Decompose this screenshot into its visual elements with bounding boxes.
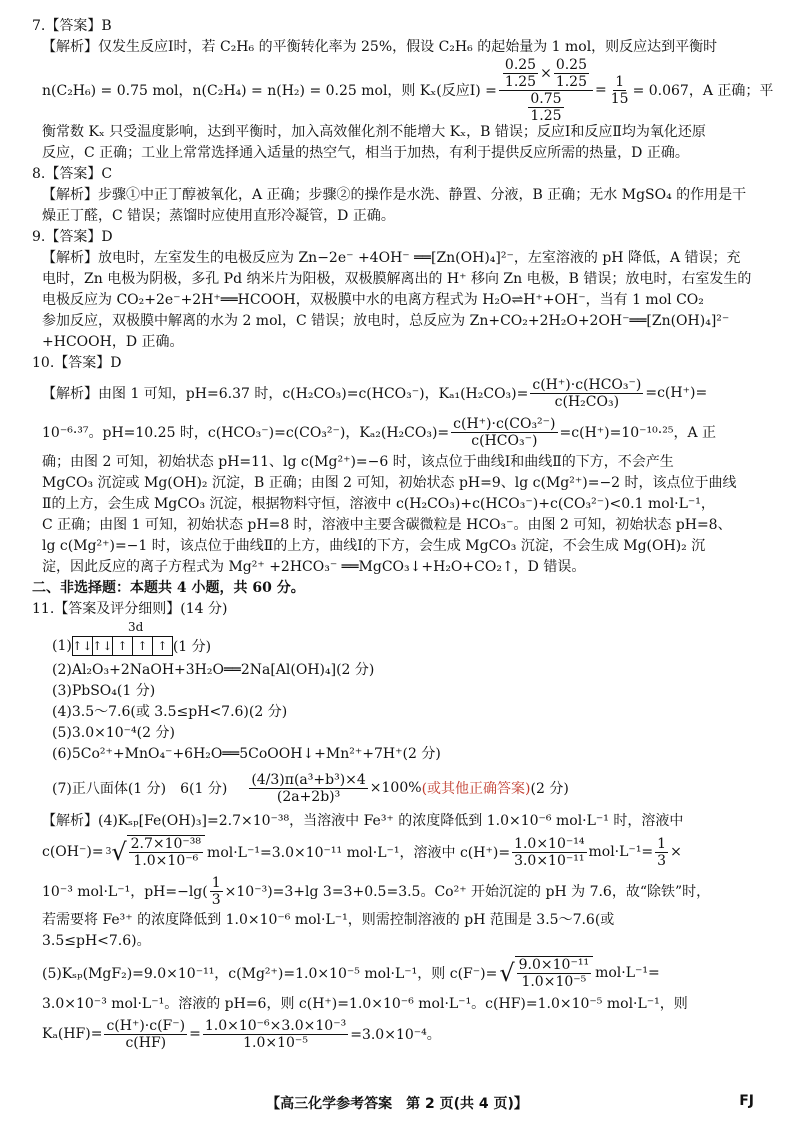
q9-explain-4: 参加反应，双极膜中解离的水为 2 mol，C 错误；放电时，总反应为 Zn+CO₂+2H₂O+2OH⁻══[Zn(OH)₄]²⁻ (42, 313, 730, 329)
q11-explain-3: 10⁻³ mol·L⁻¹，pH=−lg( $\frac{1}{3}$ ×10⁻³)=3+lg 3=3+0.5=3.5。Co²⁺ 开始沉淀的 pH 为 7.6，故“除铁”时， (42, 874, 711, 908)
q11-part-1: 3d (1) ↑↓ ↑↓ ↑ ↑ ↑ (1 分) (52, 620, 212, 655)
q9-explain-3: 电极反应为 CO₂+2e⁻+2H⁺══HCOOH，双极膜中水的电离方程式为 H₂O⇌H⁺+OH⁻，当有 1 mol CO₂ (42, 292, 704, 308)
orbital-box: ↑↓ (92, 639, 113, 653)
q11-part-3: (3)PbSO₄(1 分) (52, 683, 156, 699)
q10-explain-6: C 正确；由图 1 可知，初始状态 pH=8 时，溶液中主要含碳微粒是 HCO₃⁻。由图 2 可知，初始状态 pH=8、 (42, 517, 732, 533)
q8-explain-2: 燥正丁醛，C 错误；蒸馏时应使用直形冷凝管，D 正确。 (42, 208, 395, 224)
q11-explain-1: 【解析】(4)Kₛₚ[Fe(OH)₃]=2.7×10⁻³⁸，当溶液中 Fe³⁺ 的浓度降低到 1.0×10⁻⁶ mol·L⁻¹ 时，溶液中 (42, 813, 684, 829)
q11-part-6: (6)5Co²⁺+MnO₄⁻+6H₂O══5CoOOH↓+Mn²⁺+7H⁺(2 分) (52, 746, 441, 762)
q10-explain-7: lg c(Mg²⁺)=−1 时，该点位于曲线Ⅱ的上方，曲线Ⅰ的下方，会生成 MgCO₃ 沉淀，不会生成 Mg(OH)₂ 沉 (42, 538, 706, 554)
orbital-box: ↑ (113, 637, 133, 655)
orbital-box: ↑ (133, 637, 153, 655)
q7-kx-fraction: $\frac{0.25}{1.25}$ × $\frac{0.25}{1.25}$ $\frac{0.75}{1.25}$ (499, 57, 593, 124)
orbital-box: ↑ (157, 639, 168, 653)
footer-code: FJ (739, 1093, 754, 1109)
q11-explain-6: (5)Kₛₚ(MgF₂)=9.0×10⁻¹¹，c(Mg²⁺)=1.0×10⁻⁵ mol·L⁻¹，则 c(F⁻)= √ $\frac{\text{9.0×10⁻¹¹}}{\text{1.0×10⁻⁵}}$ mol·L⁻¹= (42, 957, 660, 990)
q10-ka2-fraction: $\frac{\text{c(H⁺)·c(CO₃²⁻)}}{\text{c(HCO₃⁻)}}$ (453, 415, 556, 449)
q10-explain-1: 【解析】由图 1 可知，pH=6.37 时，c(H₂CO₃)=c(HCO₃⁻)，Kₐ₁(H₂CO₃)= $\frac{\text{c(H⁺)·c(HCO₃⁻)}}{\text{c(H₂CO₃)}}$ =c(H⁺)= (42, 376, 708, 410)
q7-explain-4: 反应，C 正确；工业上常常选择通入适量的热空气，相当于加热，有利于提供反应所需的热量，D 正确。 (42, 145, 689, 161)
q11-answer: 11.【答案及评分细则】(14 分) (32, 601, 228, 617)
q10-explain-3: 确；由图 2 可知，初始状态 pH=11、lg c(Mg²⁺)=−6 时，该点位于曲线Ⅰ和曲线Ⅱ的下方，不会产生 (42, 454, 674, 470)
q10-explain-2: 10⁻⁶·³⁷。pH=10.25 时，c(HCO₃⁻)=c(CO₃²⁻)，Kₐ₂(H₂CO₃)= $\frac{\text{c(H⁺)·c(CO₃²⁻)}}{\text{c(HCO₃⁻)}}$ =c(H⁺)=10⁻¹⁰·²⁵，A 正 (42, 415, 717, 449)
q7-explain-3: 衡常数 Kₓ 只受温度影响，达到平衡时，加入高效催化剂不能增大 Kₓ，B 错误；反应Ⅰ和反应Ⅱ均为氧化还原 (42, 124, 706, 140)
orbital-box: ↑↓ (72, 639, 93, 653)
q10-explain-8: 淀，因此反应的离子方程式为 Mg²⁺ +2HCO₃⁻ ══MgCO₃↓+H₂O+CO₂↑，D 错误。 (42, 559, 586, 575)
q10-explain-4: MgCO₃ 沉淀或 Mg(OH)₂ 沉淀，B 正确；由图 2 可知，初始状态 pH=9、lg c(Mg²⁺)=−2 时，该点位于曲线 (42, 475, 737, 491)
orbital-diagram (72, 636, 173, 656)
q7-explain-2: n(C₂H₆) = 0.75 mol，n(C₂H₄) = n(H₂) = 0.25 mol，则 Kₓ(反应Ⅰ) = $\frac{0.25}{1.25}$ × $\frac{0.25}{1.25}$ $\frac{0.75}{1.25}$ = $\frac{1}{15}$ = 0.067，A 正确；平 (42, 56, 774, 124)
cube-root: 3 √ $\frac{\text{2.7×10⁻³⁸}}{\text{1.0×10⁻⁶}}$ (106, 835, 205, 869)
alt-answer-note: (或其他正确答案) (421, 781, 531, 797)
section-2-heading: 二、非选择题：本题共 4 小题，共 60 分。 (32, 580, 305, 596)
footer-title: 【高三化学参考答案 第 2 页(共 4 页)】 (266, 1096, 528, 1112)
q9-answer: 9.【答案】D (32, 229, 113, 245)
q11-part-4: (4)3.5～7.6(或 3.5≤pH<7.6)(2 分) (52, 704, 288, 720)
q11-part-7: (7)正八面体(1 分) 6(1 分) $\frac{\text{(4/3)π(a³+b³)×4}}{\text{(2a+2b)³}}$ ×100% (或其他正确答案) (2 分) (52, 771, 569, 805)
q7-result-fraction: $\frac{1}{15}$ (610, 73, 629, 107)
q11-explain-4: 若需要将 Fe³⁺ 的浓度降低到 1.0×10⁻⁶ mol·L⁻¹，则需控制溶液的 pH 范围是 3.5～7.6(或 (42, 912, 615, 928)
q7-answer: 7.【答案】B (32, 18, 112, 34)
q10-answer: 10.【答案】D (32, 355, 122, 371)
packing-fraction: $\frac{\text{(4/3)π(a³+b³)×4}}{\text{(2a+2b)³}}$ (251, 771, 366, 805)
q7-kx-text: n(C₂H₆) = 0.75 mol，n(C₂H₄) = n(H₂) = 0.25 mol，则 Kₓ(反应Ⅰ) = (42, 83, 497, 99)
q10-explain-5: Ⅱ的上方，会生成 MgCO₃ 沉淀，根据物料守恒，溶液中 c(H₂CO₃)+c(HCO₃⁻)+c(CO₃²⁻)<0.1 mol·L⁻¹， (42, 496, 715, 512)
q10-ka1-fraction: $\frac{\text{c(H⁺)·c(HCO₃⁻)}}{\text{c(H₂CO₃)}}$ (532, 376, 642, 410)
q7-explain-1: 【解析】仅发生反应Ⅰ时，若 C₂H₆ 的平衡转化率为 25%，假设 C₂H₆ 的起始量为 1 mol，则反应达到平衡时 (42, 39, 718, 55)
q11-explain-8: Kₐ(HF)= $\frac{c(H^+)\cdot c(F^-)}{c(HF)}$ = $\frac{\text{1.0×10⁻⁶×3.0×10⁻³}}{\text{1.0×10⁻⁵}}$ =3.0×10⁻⁴。 (42, 1017, 441, 1051)
q9-explain-1: 【解析】放电时，左室发生的电极反应为 Zn−2e⁻ +4OH⁻ ══[Zn(OH)₄]²⁻，左室溶液的 pH 降低，A 错误；充 (42, 250, 741, 266)
q11-explain-5: 3.5≤pH<7.6)。 (42, 933, 151, 949)
orbital-label: 3d (128, 620, 144, 634)
square-root: √ $\frac{\text{9.0×10⁻¹¹}}{\text{1.0×10⁻⁵}}$ (499, 956, 593, 990)
q11-part-5: (5)3.0×10⁻⁴(2 分) (52, 725, 175, 741)
q8-answer: 8.【答案】C (32, 166, 113, 182)
q11-explain-2: c(OH⁻)= 3 √ $\frac{\text{2.7×10⁻³⁸}}{\text{1.0×10⁻⁶}}$ mol·L⁻¹=3.0×10⁻¹¹ mol·L⁻¹，溶液中 c(H⁺)= $\frac{\text{1.0×10⁻¹⁴}}{\text{3.0×10⁻¹¹}}$ mol·L⁻¹= $\frac{1}{3}$ × (42, 835, 682, 869)
q11-explain-7: 3.0×10⁻³ mol·L⁻¹。溶液的 pH=6，则 c(H⁺)=1.0×10⁻⁶ mol·L⁻¹。c(HF)=1.0×10⁻⁵ mol·L⁻¹，则 (42, 996, 688, 1012)
q9-explain-2: 电时，Zn 电极为阴极，多孔 Pd 纳米片为阳极，双极膜解离出的 H⁺ 移向 Zn 电极，B 错误；放电时，右室发生的 (42, 271, 752, 287)
q8-explain-1: 【解析】步骤①中正丁醇被氧化，A 正确；步骤②的操作是水洗、静置、分液，B 正确；无水 MgSO₄ 的作用是干 (42, 187, 747, 203)
q9-explain-5: +HCOOH，D 正确。 (42, 334, 184, 350)
q11-part-2: (2)Al₂O₃+2NaOH+3H₂O══2Na[Al(OH)₄](2 分) (52, 662, 375, 678)
